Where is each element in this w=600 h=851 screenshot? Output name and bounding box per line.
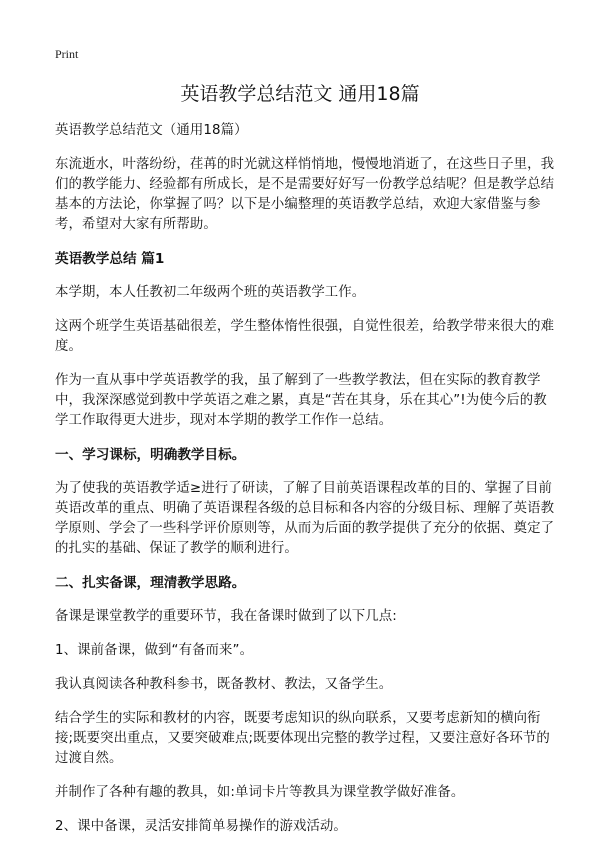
paragraph: 结合学生的实际和教材的内容，既要考虑知识的纵向联系，又要考虑新知的横向衔接;既要突出重点，又要突破难点;既要体现出完整的教学过程，又要注意好各环节的过渡自然。 bbox=[55, 711, 550, 766]
paragraph: 本学期，本人任教初二年级两个班的英语教学工作。 bbox=[55, 285, 366, 300]
article-subtitle: 英语教学总结范文（通用18篇） bbox=[55, 123, 248, 138]
subsection-heading: 二、扎实备课，理清教学思路。 bbox=[55, 575, 246, 591]
intro-paragraph: 东流逝水，叶落纷纷，荏苒的时光就这样悄悄地，慢慢地消逝了，在这些日子里，我们的教学能力、经验都有所成长，是不是需要好好写一份教学总结呢？但是教学总结基本的方法论，你掌握了吗？以下是小编整理的英语教学总结，欢迎大家借鉴与参考，希望对大家有所帮助。 bbox=[55, 157, 555, 232]
article-body bbox=[55, 121, 555, 851]
paragraph: 为了使我的英语教学适≥进行了研读，了解了目前英语课程改革的目的、掌握了目前英语改革的重点、明确了英语课程各级的总目标和各内容的分级目标、理解了英语教学原则、学会了一些科学评价原则等，从而为后面的教学提供了充分的依据、奠定了的扎实的基础、保证了教学的顺利进行。 bbox=[55, 481, 555, 556]
page-title: 英语教学总结范文 通用18篇 bbox=[180, 83, 420, 105]
paragraph: 2、课中备课，灵活安排简单易操作的游戏活动。 bbox=[55, 819, 347, 834]
paragraph: 我认真阅读各种教科参书，既备教材、教法，又备学生。 bbox=[55, 677, 393, 692]
paragraph: 作为一直从事中学英语教学的我，虽了解到了一些教学教法，但在实际的教育教学中，我深深感觉到教中学英语之难之累，真是“苦在其身，乐在其心”!为使今后的教学工作取得更大进步，现对本学期的教学工作作一总结。 bbox=[55, 373, 547, 428]
paragraph: 1、课前备课，做到“有备而来”。 bbox=[55, 643, 254, 658]
paragraph: 这两个班学生英语基础很差，学生整体惰性很强，自觉性很差，给教学带来很大的难度。 bbox=[55, 319, 555, 354]
paragraph: 并制作了各种有趣的教具，如:单词卡片等教具为课堂教学做好准备。 bbox=[55, 785, 465, 800]
subsection-heading: 一、学习课标，明确教学目标。 bbox=[55, 447, 246, 463]
paragraph: 备课是课堂教学的重要环节，我在备课时做到了以下几点: bbox=[55, 609, 397, 624]
section-heading: 英语教学总结 篇1 bbox=[55, 251, 165, 267]
print-link[interactable]: Print bbox=[55, 47, 79, 61]
